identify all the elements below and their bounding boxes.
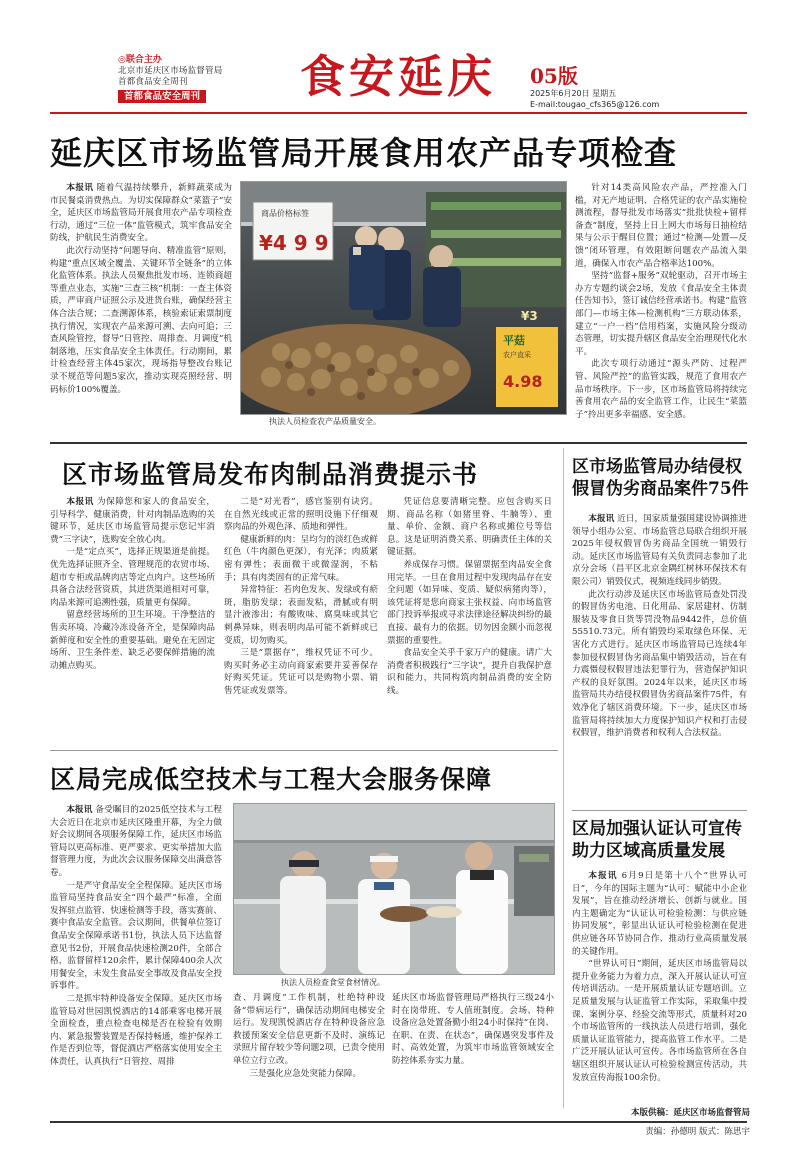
footer-editor: 责编：孙德明 版式：陈思宇 — [645, 1127, 750, 1137]
byline: 本报讯 — [66, 805, 93, 815]
kitchen-inspection-image — [234, 804, 554, 974]
masthead-tag: ◎联合主办 — [118, 55, 162, 65]
paragraph: 一是严守食品安全全程保障。延庆区市场监管局坚持食品安全“四个最严”标准，全面发挥驻点监管、快速检测等手段，落实赛前、赛中食品安全监管。会议期间，供餐单位签订食品安全保障承诺书1份，执法人员下达监督意见书2份，开展食品快速检测20件，全部合格，监督留样120余件，累计保障400余人次用餐安全，未发生食品安全事故及食品安全投诉事件。 — [50, 880, 222, 992]
byline: 本报讯 — [588, 871, 618, 881]
paragraph: 三是“票据存”，维权凭证不可少。购买时务必主动向商家索要并妥善保存好购买凭证。凭证可以是购物小票、销售凭证或发票等。 — [224, 648, 378, 696]
paragraph: 留意经营场所的卫生环境。干净整洁的售卖环境、冷藏冷冻设备齐全，是保障肉品新鲜度和安全性的重要基础。避免在无固定场所、卫生条件差、缺乏必要保鲜措施的流动摊点购买。 — [50, 610, 215, 671]
byline: 本报讯 — [66, 497, 94, 507]
byline: 本报讯 — [588, 514, 615, 524]
paragraph: 二是“对光看”，感官鉴别有诀窍。在自然光线或正常的照明设施下仔细观察肉品的外观色泽、质地和弹性。 — [224, 497, 378, 533]
edition-number: 05版 — [530, 64, 578, 88]
masthead-rule — [50, 112, 747, 114]
article4-col2 — [233, 992, 385, 1102]
price-sign-title: 商品价格标签 — [261, 209, 309, 218]
paragraph: 此次专项行动通过“源头严防、过程严管、风险严控”的监管实践，规范了食用农产品市场秩序。下一步，区市场监管局将持续完善食用农产品的安全监管工作，让民生“菜篮子”拎出更多幸福感、安全感。 — [575, 359, 747, 420]
paragraph: 异常特征：若肉色发灰、发绿或有瘀斑，脂肪发绿；表面发粘，滑腻或有明显汁液渗出；有酸败味、腐臭味或其它刺鼻异味，则表明肉品可能不新鲜或已变质，切勿购买。 — [224, 585, 378, 646]
article1-headline: 延庆区市场监管局开展食用农产品专项检查 — [50, 134, 678, 172]
paragraph: 此次行动坚持“问题导向、精准监管”原则，构建“重点区域全覆盖、关键环节全链条”的立体化监管体系。执法人员聚焦批发市场、连锁商超等重点业态，实施“三查三核”机制：一查主体资质，严审商户证照公示及进货台账，确保经营主体合法合规；二查溯源体系，核验索证索票制度执行情况，实现农产品来源可溯、去向可追；三查风险管控，督导“日管控、周排查、月调度”机制落地，压实食品安全主体责任。行动期间，累计检查经营主体45家次，现场指导整改台账记录不规范等问题5家次，推动实现亮照经营、明码标价100%覆盖。 — [50, 245, 232, 395]
price-sign-left: ¥4 9 9 — [259, 231, 329, 255]
photo-price-right-2: ¥3 — [521, 309, 538, 323]
byline: 本报讯 — [66, 183, 94, 193]
article4-col1 — [50, 804, 222, 1101]
dateline — [530, 88, 659, 110]
paragraph: 凭证信息要清晰完整。应包含购买日期、商品名称（如猪里脊、牛腩等）、重量、单价、金额、商户名称或摊位号等信息。这是证明消费关系、明确责任主体的关键证据。 — [387, 497, 552, 558]
section-divider — [50, 442, 747, 444]
footer-rule — [50, 1121, 747, 1123]
paragraph: 养成保存习惯。保留票据至肉品安全食用完毕。一旦在食用过程中发现肉品存在安全问题（如异味、变质、疑似病猪肉等），该凭证将是您向商家主张权益、向市场监管部门投诉举报或寻求法律途径解决纠纷的最直接、最有力的依据。切勿因金额小而忽视票据的重要性。 — [387, 559, 552, 646]
article2-col1 — [50, 496, 215, 744]
masthead-banner: 首都食品安全周刊 — [118, 90, 206, 103]
issue-date: 2025年6月20日 星期五 — [530, 89, 617, 98]
market-inspection-image — [241, 182, 566, 414]
paragraph: 本报讯 为保障您和家人的食品安全，引导科学、健康消费，针对肉制品选购的关键环节，延庆区市场监管局提示您记牢消费“三字诀”，选购安全放心肉。 — [50, 497, 215, 545]
paragraph: 本报讯 6月9日是第十八个“世界认可日”，今年的国际主题为“认可：赋能中小企业发展”，旨在推动经济增长、创新与就业。国内主题确定为“认证认可检验检测：与供应链协同发展”，彰显出认证认可检验检测在促进供应链各环节协同合作、推动行业高质量发展的关键作用。 — [572, 871, 747, 957]
paragraph: 本报讯 随着气温持续攀升，新鲜蔬菜成为市民餐桌消费热点。为切实保障群众“菜篮子”安全，延庆区市场监管局开展食用农产品专项检查行动，通过“三位一体”监管模式，筑牢食品安全防线，护航民生消费安全。 — [50, 183, 232, 244]
article3-body — [572, 513, 747, 805]
article4-photo — [233, 803, 555, 975]
article4-headline: 区局完成低空技术与工程大会服务保障 — [50, 765, 493, 794]
masthead-organizers — [118, 55, 298, 103]
article2-col2 — [224, 496, 378, 744]
article1-col1 — [50, 182, 232, 437]
article1-col2 — [575, 182, 747, 437]
article1-photo-caption: 执法人员检查农产品质量安全。 — [269, 417, 381, 426]
paragraph: 食品安全关乎千家万户的健康。请广大消费者积极践行“三字诀”，提升自我保护意识和能力，共同构筑肉制品消费的安全防线。 — [387, 648, 552, 696]
paragraph: 本报讯 备受瞩目的2025低空技术与工程大会近日在北京市延庆区隆重开幕，为全力做好会议期间各项服务保障工作，延庆区市场监管局以更高标准、更严要求、更实举措加大监督管理力度，为此次会议服务保障交出满意答卷。 — [50, 805, 222, 878]
masthead-org-2: 首都食品安全周刊 — [118, 77, 188, 87]
paragraph: 坚持“监督+服务”双轮驱动，召开市场主办方专题约谈会2场，发放《食品安全主体责任告知书》，签订诚信经营承诺书。构建“监管部门—市场主体—检测机构”三方联动体系，建立“一户一档”信用档案，实施风险分级动态管理，切实提升辖区食品安全治理现代化水平。 — [575, 271, 747, 357]
article5-headline: 区局加强认证认可宣传助力区域高质量发展 — [572, 819, 742, 861]
column-divider — [563, 448, 564, 1108]
contact-email: E-mail:tougao_cfs365@126.com — [530, 100, 660, 109]
paragraph: 针对14类高风险农产品，严控准入门槛，对无产地证明、合格凭证的农产品实施检测流程，督导批发市场落实“批批快检+留样备查”制度，坚持上日上网大市场每日抽检结果与公示于醒目位置；通过“检测—处置—反馈”闭环管理，有效阻断问题农产品流入渠道，确保入市农产品合格率达100%。 — [575, 183, 747, 269]
paragraph: 本报讯 近日，国家质量强国建设协调推进领导小组办公室、市场监管总局联合组织开展2025年侵权假冒伪劣商品全国统一销毁行动。延庆区市场监管局有关负责同志参加了北京分会场（昌平区北京金隅红树林环保技术有限公司）销毁仪式，视频连线同步销毁。 — [572, 514, 747, 587]
masthead-org-1: 北京市延庆区市场监督管局 — [118, 66, 223, 76]
paragraph: 延庆区市场监督管理局严格执行三级24小时在岗带班、专人值班制度。会场、特种设备应急处置备勤小组24小时保持“在岗、在职、在责、在状态”，确保遇突发事件及时、高效处置，为筑牢市场监管领域安全防控体系夯实力量。 — [392, 993, 554, 1066]
paragraph: “世界认可日”期间，延庆区市场监管局以提升业务能力为着力点，深入开展认证认可宣传培训活动。一是开展质量认证专题培训。立足质量发展与认证监管工作实际，采取集中授课、案例分享、经验交流等形式，质量科对20个市场监管所的一线执法人员进行培训，强化质量认证监管能力，提高监管工作水平。二是广泛开展认证认可宣传。各市场监管所在各自辖区组织开展认证认可检验检测宣传活动，共发放宣传海报100余份。 — [572, 959, 747, 1083]
article4-photo-caption: 执法人员检查食堂食材情况。 — [281, 978, 385, 987]
article1-photo — [240, 181, 567, 415]
section-divider — [50, 750, 558, 751]
article2-headline: 区市场监管局发布肉制品消费提示书 — [62, 460, 479, 489]
section-divider — [572, 810, 747, 811]
paragraph: 三是强化应急处突能力保障。 — [249, 1068, 362, 1079]
paragraph: 此次行动涉及延庆区市场监管局查处罚没的假冒伪劣电池、日化用品、家居建材、仿制服装及零食日货等罚没物品9442件，总价值55510.73元。所有销毁均采取绿色环保、无害化方式进行。延庆区市场监管局已连续4年参加侵权假冒伪劣商品集中销毁活动，旨在有力震慑侵权假冒违法犯罪行为，营造保护知识产权的良好氛围。2024年以来，延庆区市场监管局共办结侵权假冒伪劣商品案件75件，有效净化了辖区消费环境。下一步，延庆区市场监管局将持续加大力度保护知识产权和打击侵权假冒，维护消费者和权利人合法权益。 — [572, 589, 747, 739]
article4-col3 — [392, 992, 554, 1102]
article3-headline: 区市场监管局办结侵权假冒伪劣商品案件75件 — [572, 457, 749, 499]
photo-badge-sub: 农户直采 — [503, 351, 531, 359]
footer-supplier: 本版供稿：延庆区市场监督管局 — [630, 1108, 750, 1118]
photo-badge: 平菇 — [503, 334, 525, 347]
paragraph: 查、月调度”工作机制，杜绝特种设备“带病运行”，确保活动期间电梯安全运行。发现凯悦酒店存在特种设备应急救援预案安全信息更新不及时、演练记录照片留存较少等问题2项，已责令使用单位立行立改。 — [233, 993, 385, 1066]
article2-col3 — [387, 496, 552, 744]
paragraph: 二是抓牢特种设备安全保障。延庆区市场监管局对世园凯悦酒店的14部乘客电梯开展全面检查，重点检查电梯是否在检验有效期内、紧急报警装置是否保持畅通，维护保养工作是否到位等，督促酒店严格落实使用安全主体责任，认真执行“日管控、周排 — [50, 993, 222, 1067]
article5-body — [572, 870, 747, 1102]
newspaper-logo: 食安延庆 — [300, 50, 497, 103]
photo-price-right: 4.98 — [503, 372, 543, 391]
paragraph: 一是“定点买”，选择正规渠道是前提。优先选择证照齐全、管理规范的农贸市场、超市专柜或品牌肉店等定点肉户。这些场所具备合法经营资质，其进货渠道相对可靠，肉品来源可追溯性强，质量更有保障。 — [50, 547, 215, 608]
paragraph: 健康新鲜的肉：呈均匀的淡红色或鲜红色（牛肉颜色更深），有光泽；肉质紧密有弹性；表面微干或微湿润，不粘手；具有肉类固有的正常气味。 — [224, 534, 378, 583]
